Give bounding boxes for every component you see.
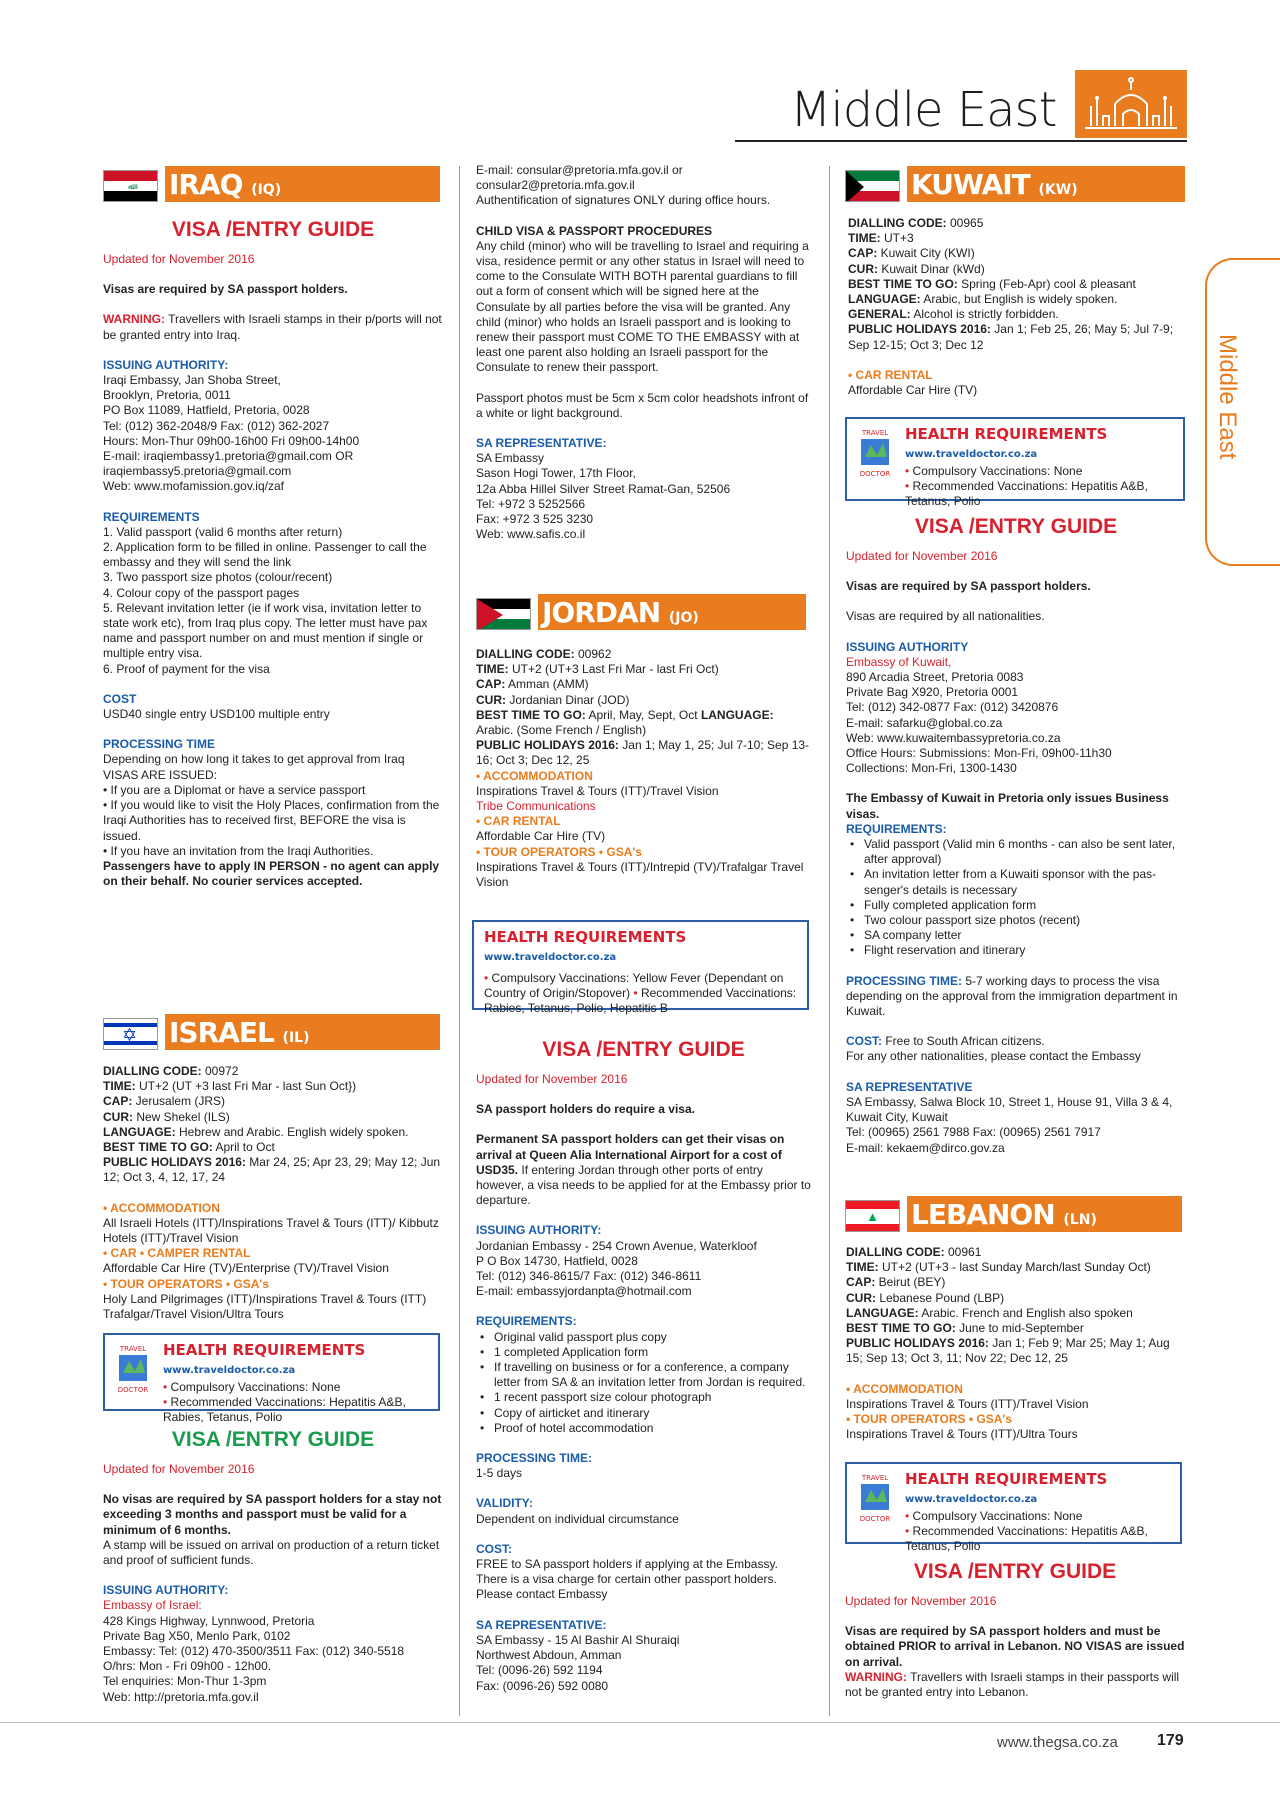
public-holidays: PUBLIC HOLIDAYS 2016: Jan 1; Feb 25, 26; May 5; Jul 7-9; Sep 12-15; Oct 3; Dec 12 <box>848 322 1174 352</box>
svg-text:DOCTOR: DOCTOR <box>859 1515 891 1523</box>
sa-rep-email[interactable]: E-mail: kekaem@dirco.gov.za <box>846 1140 1005 1155</box>
svg-text:TRAVEL: TRAVEL <box>861 429 889 437</box>
processing-heading: PROCESSING TIME <box>103 737 216 752</box>
sa-rep-line: Tel: +972 3 5252566 <box>476 496 586 511</box>
requirements-heading: REQUIREMENTS <box>103 509 200 524</box>
tour-operators-heading: • TOUR OPERATORS • GSA's <box>476 844 642 859</box>
jordan-flag-icon <box>476 598 531 630</box>
issuing-line: Private Bag X50, Menlo Park, 0102 <box>103 1628 291 1643</box>
currency: CUR: Lebanese Pound (LBP) <box>846 1290 1005 1305</box>
travel-doctor-logo-icon <box>113 1343 153 1395</box>
requirements-list <box>476 1330 811 1436</box>
sa-rep-heading: SA REPRESENTATIVE: <box>476 436 607 451</box>
dialling-code: DIALLING CODE: 00965 <box>848 216 984 230</box>
tour-operators-text: Holy Land Pilgrimages (ITT)/Inspirations Travel & Tours (ITT) Trafalgar/Travel Vision/Ultra Tours <box>103 1291 427 1322</box>
visa-requirement: Visas are required by SA passport holders and must be obtained PRIOR to arrival in Lebanon. NO VISAS are issued on arrival. <box>845 1624 1185 1669</box>
issuing-email[interactable]: iraqiembassy5.pretoria@gmail.com <box>103 464 292 479</box>
issuing-line: O/hrs: Mon - Fri 09h00 - 12h00. <box>103 1659 272 1674</box>
issuing-email[interactable]: E-mail: embassyjordanpta@hotmail.com <box>476 1284 692 1299</box>
kuwait-flag-icon <box>845 170 900 202</box>
visa-on-arrival: Permanent SA passport holders can get their visas on arrival at Queen Alia International Airport for a cost of USD35. If entering Jordan through other ports of entry however, a visa needs to be applied for at the Embassy prior to departure. <box>476 1132 811 1208</box>
country-banner-iraq <box>103 166 440 202</box>
issuing-email[interactable]: consular2@pretoria.mfa.gov.il <box>476 178 635 193</box>
footer-url[interactable]: www.thegsa.co.za <box>997 1734 1118 1751</box>
general-note: GENERAL: Alcohol is strictly forbidden. <box>848 307 1059 322</box>
country-name: ISRAEL <box>169 1016 274 1049</box>
visa-guide-title: VISA /ENTRY GUIDE <box>171 1428 375 1451</box>
car-rental-heading: • CAR RENTAL <box>848 367 933 382</box>
requirement-item: • 1 recent passport size colour photograph <box>476 1390 811 1405</box>
travel-doctor-logo-icon <box>855 1472 895 1524</box>
visa-requirement: Visas are required by SA passport holders. <box>846 579 1091 594</box>
issuing-heading: ISSUING AUTHORITY: <box>103 357 229 372</box>
validity-heading: VALIDITY: <box>476 1496 533 1511</box>
accommodation-text: Inspirations Travel & Tours (ITT)/Travel Vision <box>846 1396 1089 1411</box>
health-title: HEALTH REQUIREMENTS www.traveldoctor.co.za <box>905 1470 1108 1505</box>
health-box-israel <box>103 1333 440 1424</box>
sa-rep-web[interactable]: Web: www.safis.co.il <box>476 527 586 542</box>
issuing-line: Tel: (012) 346-8615/7 Fax: (012) 346-8611 <box>476 1269 702 1284</box>
requirement-item: • Original valid passport plus copy <box>476 1330 811 1345</box>
best-time-language: BEST TIME TO GO: April, May, Sept, Oct LANGUAGE: Arabic. (Some French / English) <box>476 707 774 738</box>
capital: CAP: Beirut (BEY) <box>846 1275 946 1290</box>
page-header-title: Middle East <box>790 82 1057 138</box>
country-code: (JO) <box>668 610 699 626</box>
capital: CAP: Jerusalem (JRS) <box>103 1094 226 1109</box>
health-title: HEALTH REQUIREMENTS www.traveldoctor.co.za <box>163 1341 366 1376</box>
requirement-item: 1. Valid passport (valid 6 months after return) <box>103 524 343 539</box>
time-zone: TIME: UT+2 (UT +3 last Fri Mar - last Sun Oct}) <box>103 1079 357 1094</box>
country-name: JORDAN <box>542 596 661 629</box>
business-visa-note: The Embassy of Kuwait in Pretoria only issues Business visas. <box>846 791 1169 821</box>
kuwait-visa-section <box>846 515 1186 1156</box>
requirement-item: • Fully completed application form <box>846 898 1186 913</box>
israel-continued-section <box>476 163 811 542</box>
photo-note: Passport photos must be 5cm x 5cm color headshots infront of a white or light background. <box>476 390 809 420</box>
health-compulsory: • Compulsory Vaccinations: None <box>905 464 1083 478</box>
currency: CUR: Kuwait Dinar (kWd) <box>848 261 985 276</box>
time-zone: TIME: UT+2 (UT+3 - last Sunday March/last Sunday Oct) <box>846 1260 1151 1275</box>
currency: CUR: Jordanian Dinar (JOD) <box>476 692 630 707</box>
visa-guide-title: VISA /ENTRY GUIDE <box>542 1038 745 1061</box>
sa-rep-heading: SA REPRESENTATIVE: <box>476 1617 607 1632</box>
footer-rule <box>0 1722 1280 1723</box>
issuing-line: Tel: (012) 342-0877 Fax: (012) 3420876 <box>846 700 1059 715</box>
processing-line: • If you have an invitation from the Iraqi Authorities. <box>103 843 374 858</box>
health-box-lebanon <box>845 1462 1182 1553</box>
sa-rep-line: Fax: (0096-26) 592 0080 <box>476 1678 609 1693</box>
svg-text:TRAVEL: TRAVEL <box>119 1345 147 1353</box>
requirements-list <box>846 837 1186 959</box>
health-box-jordan <box>472 920 809 1015</box>
country-name: LEBANON <box>911 1198 1055 1231</box>
requirement-item: • Valid passport (Valid min 6 months - can also be sent later, after approval) <box>846 837 1186 867</box>
kuwait-info-section <box>848 216 1188 398</box>
visa-requirement: SA passport holders do require a visa. <box>476 1102 695 1117</box>
warning-text: WARNING: Travellers with Israeli stamps in their passports will not be granted entry into Lebanon. <box>845 1669 1180 1700</box>
issuing-line: Office Hours: Submissions: Mon-Fri, 09h00-11h30 <box>846 746 1112 761</box>
issuing-line: Collections: Mon-Fri, 1300-1430 <box>846 761 1017 776</box>
visa-guide-title: VISA /ENTRY GUIDE <box>913 1560 1117 1583</box>
issuing-line: Embassy: Tel: (012) 470-3500/3511 Fax: (012) 340-5518 <box>103 1644 405 1659</box>
time-zone: TIME: UT+2 (UT+3 Last Fri Mar - last Fri Oct) <box>476 662 719 677</box>
visa-all-nationalities: Visas are required by all nationalities. <box>846 609 1045 624</box>
validity-text: Dependent on individual circumstance <box>476 1511 679 1526</box>
updated-note: Updated for November 2016 <box>846 549 998 563</box>
requirement-item: • Two colour passport size photos (recent) <box>846 913 1186 928</box>
tour-operators-text: Inspirations Travel & Tours (ITT)/Intrepid (TV)/Trafalgar Travel Vision <box>476 859 804 890</box>
issuing-note: Authentification of signatures ONLY during office hours. <box>476 193 771 208</box>
cost-text: FREE to SA passport holders if applying at the Embassy. There is a visa charge for certain other passport holders. Please contact Embassy <box>476 1557 778 1602</box>
car-rental-heading: • CAR • CAMPER RENTAL <box>103 1246 251 1261</box>
page-number: 179 <box>1157 1732 1184 1749</box>
time-zone: TIME: UT+3 <box>848 231 914 246</box>
cost-heading: COST <box>103 691 137 706</box>
sa-rep-line: SA Embassy, Salwa Block 10, Street 1, House 91, Villa 3 & 4, Kuwait City, Kuwait <box>846 1094 1173 1125</box>
issuing-email[interactable]: E-mail: consular@pretoria.mfa.gov.il or <box>476 163 683 177</box>
public-holidays: PUBLIC HOLIDAYS 2016: Jan 1; May 1, 25; Jul 7-10; Sep 13-16; Oct 3; Dec 12, 25 <box>476 738 810 768</box>
country-name: IRAQ <box>169 168 243 201</box>
issuing-web[interactable]: Web: http://pretoria.mfa.gov.il <box>103 1689 259 1704</box>
processing-line: • If you are a Diplomat or have a service passport <box>103 782 366 797</box>
issuing-heading: ISSUING AUTHORITY: <box>103 1583 229 1598</box>
issuing-embassy: Embassy of Kuwait, <box>846 654 952 669</box>
cost-text: USD40 single entry USD100 multiple entry <box>103 707 330 722</box>
public-holidays: PUBLIC HOLIDAYS 2016: Jan 1; Feb 9; Mar 25; May 1; Aug 15; Sep 13; Oct 3, 11; Nov 22; Dec 12, 25 <box>846 1336 1170 1366</box>
currency: CUR: New Shekel (ILS) <box>103 1109 230 1124</box>
capital: CAP: Kuwait City (KWI) <box>848 246 975 261</box>
issuing-line: P O Box 14730, Hatfield, 0028 <box>476 1253 638 1268</box>
requirement-item: 3. Two passport size photos (colour/recent) <box>103 570 333 585</box>
car-rental-heading: • CAR RENTAL <box>476 814 561 829</box>
issuing-heading: ISSUING AUTHORITY: <box>476 1223 602 1238</box>
accommodation-text: All Israeli Hotels (ITT)/Inspirations Travel & Tours (ITT)/ Kibbutz Hotels (ITT)/Travel Vision <box>103 1215 439 1246</box>
travel-doctor-logo-icon <box>855 427 895 479</box>
processing-line: • If you would like to visit the Holy Places, confirmation from the Iraqi Authorities has to received first, BEFORE the visa is issued. <box>103 798 440 843</box>
country-banner-kuwait <box>845 166 1185 202</box>
visa-requirement: No visas are required by SA passport holders for a stay not exceeding 3 months and passport must be valid for a minimum of 6 months. <box>103 1492 442 1537</box>
accommodation-text: Inspirations Travel & Tours (ITT)/Travel Vision <box>476 783 719 798</box>
health-recommended: • Recommended Vaccinations: Hepatitis A&B, Tetanus, Polio <box>905 479 1148 508</box>
country-code: (IQ) <box>251 182 282 198</box>
issuing-heading: ISSUING AUTHORITY <box>846 639 969 654</box>
lebanon-flag-icon: ▲ <box>845 1200 900 1232</box>
child-visa-text: Any child (minor) who will be travelling to Israel and requiring a visa, residence permit or any other status in Israel will need to come to the Consulate WITH BOTH parental guardians to fill out a form of consent which will be signed here at the Consulate by all parties before the visa will be granted. Any child (minor) who holds an Israeli passport and is looking to renew their passport must COME TO THE EMBASSY with at least one parent also holding an Israeli passport for the Consulate to renew their passport. <box>476 238 809 375</box>
car-rental-text: Affordable Car Hire (TV)/Enterprise (TV)/Travel Vision <box>103 1261 389 1276</box>
issuing-web[interactable]: Web: www.kuwaitembassypretoria.co.za <box>846 730 1061 745</box>
issuing-line: Jordanian Embassy - 254 Crown Avenue, Waterkloof <box>476 1238 757 1253</box>
requirement-item: • 1 completed Application form <box>476 1345 811 1360</box>
column-separator <box>459 166 460 1716</box>
mosque-emblem-icon <box>1075 70 1187 138</box>
accommodation-heading: • ACCOMMODATION <box>103 1200 220 1215</box>
requirement-item: 6. Proof of payment for the visa <box>103 661 270 676</box>
warning-text: WARNING: Travellers with Israeli stamps in their p/ports will not be granted entry into Iraq. <box>103 312 442 342</box>
country-name: KUWAIT <box>911 168 1030 201</box>
requirement-item: 2. Application form to be filled in online. Passenger to call the embassy and they will send the link <box>103 540 427 570</box>
tour-operators-heading: • TOUR OPERATORS • GSA's <box>846 1412 1012 1427</box>
visa-guide-title: VISA /ENTRY GUIDE <box>914 515 1118 538</box>
iraq-visa-section <box>103 218 443 889</box>
sa-rep-line: SA Embassy <box>476 451 545 466</box>
dialling-code: DIALLING CODE: 00962 <box>476 647 612 661</box>
requirements-heading: REQUIREMENTS: <box>846 821 947 836</box>
country-banner-lebanon <box>845 1196 1182 1232</box>
requirement-item: 4. Colour copy of the passport pages <box>103 585 300 600</box>
accommodation-heading: • ACCOMMODATION <box>846 1381 963 1396</box>
issuing-embassy: Embassy of Israel: <box>103 1598 202 1613</box>
issuing-line: Private Bag X920, Pretoria 0001 <box>846 685 1019 700</box>
car-rental-text: Affordable Car Hire (TV) <box>848 383 978 398</box>
dialling-code: DIALLING CODE: 00961 <box>846 1245 982 1259</box>
updated-note: Updated for November 2016 <box>476 1072 628 1086</box>
accommodation-red: Tribe Communications <box>476 799 596 814</box>
svg-text:TRAVEL: TRAVEL <box>861 1474 889 1482</box>
cost-other: For any other nationalities, please contact the Embassy <box>846 1049 1141 1064</box>
health-recommended: • Recommended Vaccinations: Hepatitis A&B, Rabies, Tetanus, Polio <box>163 1395 406 1424</box>
country-banner-israel <box>103 1014 440 1050</box>
processing-note: Passengers have to apply IN PERSON - no agent can apply on their behalf. No courier services accepted. <box>103 858 440 889</box>
iraq-flag-icon: ﷲ <box>103 170 158 202</box>
issuing-line: Tel: (012) 362-2048/9 Fax: (012) 362-2027 <box>103 418 330 433</box>
issuing-line: Hours: Mon-Thur 09h00-16h00 Fri 09h00-14h00 <box>103 433 360 448</box>
health-compulsory: • Compulsory Vaccinations: None <box>163 1380 341 1394</box>
issuing-line: 428 Kings Highway, Lynnwood, Pretoria <box>103 1613 315 1628</box>
issuing-line: Tel enquiries: Mon-Thur 1-3pm <box>103 1674 267 1689</box>
public-holidays: PUBLIC HOLIDAYS 2016: Mar 24, 25; Apr 23, 29; May 12; Jun 12; Oct 3, 4, 12, 17, 24 <box>103 1155 441 1185</box>
israel-flag-icon: ✡ <box>103 1018 158 1050</box>
cost-heading: COST: <box>476 1541 512 1556</box>
tour-operators-text: Inspirations Travel & Tours (ITT)/Ultra Tours <box>846 1427 1078 1442</box>
visa-requirement: Visas are required by SA passport holders. <box>103 282 348 297</box>
requirement-item: • If travelling on business or for a conference, a company letter from SA & an invitation letter from Jordan is required. <box>476 1360 811 1390</box>
best-time: BEST TIME TO GO: June to mid-September <box>846 1321 1084 1336</box>
israel-info-section <box>103 1064 443 1322</box>
accommodation-heading: • ACCOMMODATION <box>476 768 593 783</box>
sa-rep-line: Sason Hogi Tower, 17th Floor, <box>476 466 636 481</box>
updated-note: Updated for November 2016 <box>103 1462 255 1476</box>
car-rental-text: Affordable Car Hire (TV) <box>476 829 606 844</box>
processing-text: 1-5 days <box>476 1466 523 1481</box>
requirement-item: • Proof of hotel accommodation <box>476 1421 811 1436</box>
sa-rep-line: Tel: (00965) 2561 7988 Fax: (00965) 2561 7917 <box>846 1125 1101 1140</box>
issuing-email[interactable]: E-mail: iraqiembassy1.pretoria@gmail.com OR <box>103 449 354 464</box>
side-section-tab-label: Middle East <box>1214 334 1241 460</box>
requirement-item: • SA company letter <box>846 928 1186 943</box>
lebanon-visa-section <box>845 1560 1185 1700</box>
visa-guide-title: VISA /ENTRY GUIDE <box>171 218 375 241</box>
svg-text:DOCTOR: DOCTOR <box>859 470 891 478</box>
header-rule <box>735 140 1187 142</box>
requirement-item: • Flight reservation and itinerary <box>846 943 1186 958</box>
issuing-web[interactable]: Web: www.mofamission.gov.iq/zaf <box>103 479 284 494</box>
requirement-item: • Copy of airticket and itinerary <box>476 1406 811 1421</box>
health-box-kuwait <box>845 417 1185 508</box>
issuing-line: PO Box 11089, Hatfield, Pretoria, 0028 <box>103 403 310 418</box>
visa-arrival-note: A stamp will be issued on arrival on production of a return ticket and proof of sufficient funds. <box>103 1537 440 1568</box>
capital: CAP: Amman (AMM) <box>476 677 589 692</box>
sa-rep-line: Northwest Abdoun, Amman <box>476 1648 622 1663</box>
requirement-item: 5. Relevant invitation letter (ie if work visa, invitation letter to state work etc), from Iraq plus copy. The letter must have pax name and passport number on and must mention if single or multiple entry visa. <box>103 600 428 661</box>
column-separator <box>829 166 830 1716</box>
health-title: HEALTH REQUIREMENTS www.traveldoctor.co.za <box>905 425 1108 460</box>
processing-line: VISAS ARE ISSUED: <box>103 767 218 782</box>
updated-note: Updated for November 2016 <box>103 252 255 266</box>
sa-rep-line: 12a Abba Hillel Silver Street Ramat-Gan, 52506 <box>476 481 731 496</box>
requirement-item: • An invitation letter from a Kuwaiti sponsor with the pas- senger's details is necessary <box>846 867 1186 897</box>
issuing-line: 890 Arcadia Street, Pretoria 0083 <box>846 670 1024 685</box>
child-visa-heading: CHILD VISA & PASSPORT PROCEDURES <box>476 223 713 238</box>
health-vaccinations: • Compulsory Vaccinations: Yellow Fever (Dependant on Country of Origin/Stopover) • Recommended Vaccinations: Rabies, Tetanus, Polio, Hepatitis B <box>484 971 797 1015</box>
language: LANGUAGE: Hebrew and Arabic. English widely spoken. <box>103 1124 409 1139</box>
issuing-line: Iraqi Embassy, Jan Shoba Street, <box>103 373 281 388</box>
processing-line: Depending on how long it takes to get approval from Iraq <box>103 752 405 767</box>
health-recommended: • Recommended Vaccinations: Hepatitis A&B, Tetanus, Polio <box>905 1524 1148 1553</box>
country-code: (KW) <box>1038 182 1078 198</box>
best-time: BEST TIME TO GO: Spring (Feb-Apr) cool & pleasant <box>848 276 1136 291</box>
health-title: HEALTH REQUIREMENTS www.traveldoctor.co.za <box>484 928 687 963</box>
processing-heading: PROCESSING TIME: <box>476 1451 593 1466</box>
jordan-info-section <box>476 647 811 890</box>
dialling-code: DIALLING CODE: 00972 <box>103 1064 239 1078</box>
country-banner-jordan <box>476 594 806 630</box>
updated-note: Updated for November 2016 <box>845 1594 997 1608</box>
svg-text:DOCTOR: DOCTOR <box>117 1386 149 1394</box>
requirements-heading: REQUIREMENTS: <box>476 1314 577 1329</box>
language: LANGUAGE: Arabic. French and English also spoken <box>846 1305 1133 1320</box>
country-code: (IL) <box>282 1030 310 1046</box>
israel-visa-section <box>103 1428 443 1705</box>
tour-operators-heading: • TOUR OPERATORS • GSA's <box>103 1276 269 1291</box>
sa-rep-line: Tel: (0096-26) 592 1194 <box>476 1663 603 1678</box>
sa-rep-heading: SA REPRESENTATIVE <box>846 1079 973 1094</box>
country-code: (LN) <box>1063 1212 1097 1228</box>
sa-rep-line: SA Embassy - 15 Al Bashir Al Shuraiqi <box>476 1632 680 1647</box>
processing-text: PROCESSING TIME: 5-7 working days to process the visa depending on the approval from the immigration department in Kuwait. <box>846 973 1178 1019</box>
health-compulsory: • Compulsory Vaccinations: None <box>905 1509 1083 1523</box>
issuing-line: Brooklyn, Pretoria, 0011 <box>103 388 231 403</box>
language: LANGUAGE: Arabic, but English is widely spoken. <box>848 292 1118 307</box>
sa-rep-line: Fax: +972 3 525 3230 <box>476 512 594 527</box>
issuing-email[interactable]: E-mail: safarku@global.co.za <box>846 715 1003 730</box>
cost-text: COST: Free to South African citizens. <box>846 1034 1045 1049</box>
best-time: BEST TIME TO GO: April to Oct <box>103 1140 275 1155</box>
jordan-visa-section <box>476 1038 811 1694</box>
lebanon-info-section <box>846 1245 1186 1442</box>
